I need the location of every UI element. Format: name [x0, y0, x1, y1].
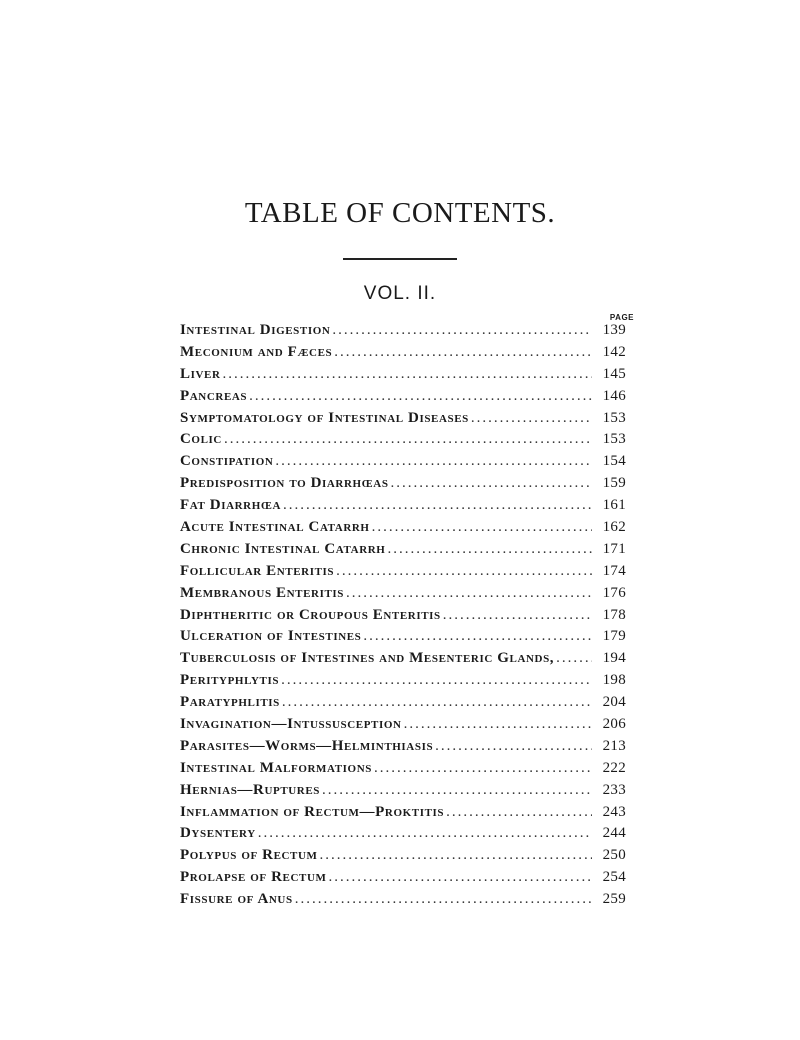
dot-leader [328, 869, 592, 886]
entry-page-number: 213 [602, 737, 626, 754]
contents-entry [180, 847, 626, 869]
dot-leader [322, 782, 592, 799]
entry-title: Prolapse of Rectum [180, 869, 327, 886]
entry-title: Intestinal Digestion [180, 322, 331, 338]
entry-title: Liver [180, 365, 221, 382]
contents-entry [180, 782, 626, 804]
dot-leader [275, 453, 592, 470]
entry-page-number: 154 [602, 453, 626, 470]
dot-leader [372, 519, 592, 536]
contents-entry [180, 760, 626, 782]
dot-leader [334, 344, 592, 361]
entry-page-number: 171 [602, 540, 626, 557]
contents-entry [180, 716, 626, 738]
entry-title: Parasites—Worms—Helminthiasis [180, 737, 434, 754]
entry-page-number: 174 [602, 562, 626, 579]
dot-leader [258, 825, 592, 842]
contents-entry [180, 410, 626, 432]
contents-entry [180, 541, 626, 563]
entry-title: Tuberculosis of Intestines and Mesenteric Glands, [180, 650, 555, 667]
entry-title: Paratyphlitis [180, 694, 280, 711]
entry-page-number: 146 [602, 387, 626, 404]
entry-title: Pancreas [180, 387, 248, 404]
dot-leader [446, 804, 592, 821]
entry-page-number: 176 [602, 584, 626, 601]
entry-page-number: 259 [602, 891, 626, 908]
contents-entry [180, 366, 626, 388]
entry-title: Ulceration of Intestines [180, 628, 362, 645]
entry-title: Constipation [180, 453, 274, 470]
contents-entry [180, 891, 626, 913]
dot-leader [295, 891, 592, 908]
dot-leader [281, 672, 592, 689]
contents-entry [180, 563, 626, 585]
contents-entry [180, 694, 626, 716]
dot-leader [249, 388, 592, 405]
entry-page-number: 162 [602, 519, 626, 536]
entry-title: Perityphlytis [180, 672, 280, 689]
contents-entry [180, 869, 626, 891]
entry-title: Follicular Enteritis [180, 562, 335, 579]
entry-title: Fat Diarrhœa [180, 497, 282, 514]
entry-page-number: 244 [602, 825, 626, 842]
contents-entry [180, 738, 626, 760]
entry-page-number: 204 [602, 694, 626, 711]
contents-entry [180, 497, 626, 519]
entry-page-number: 159 [602, 475, 626, 492]
dot-leader [404, 716, 592, 733]
entry-page-number: 161 [602, 497, 626, 514]
dot-leader [471, 410, 592, 427]
contents-entry [180, 344, 626, 366]
contents-entry [180, 431, 626, 453]
dot-leader [282, 694, 592, 711]
contents-entry [180, 322, 626, 344]
entry-title: Fissure of Anus [180, 891, 293, 908]
dot-leader [391, 475, 592, 492]
entry-title: Hernias—Ruptures [180, 781, 321, 798]
entry-page-number: 233 [602, 781, 626, 798]
contents-entry [180, 628, 626, 650]
dot-leader [223, 366, 592, 383]
dot-leader [283, 497, 592, 514]
entry-title: Predisposition to Diarrhœas [180, 475, 389, 492]
entry-title: Meconium and Fæces [180, 343, 333, 360]
entry-title: Colic [180, 431, 222, 448]
entry-page-number: 179 [602, 628, 626, 645]
entry-title: Membranous Enteritis [180, 584, 344, 601]
entry-page-number: 139 [602, 322, 626, 338]
contents-entry [180, 453, 626, 475]
dot-leader [387, 541, 592, 558]
contents-entry [180, 519, 626, 541]
dot-leader [224, 431, 592, 448]
dot-leader [374, 760, 592, 777]
entry-title: Symptomatology of Intestinal Diseases [180, 409, 469, 426]
entry-title: Invagination—Intussusception [180, 716, 402, 733]
dot-leader [346, 585, 592, 602]
contents-entry [180, 475, 626, 497]
dot-leader [443, 607, 592, 624]
contents-entry [180, 804, 626, 826]
dot-leader [435, 738, 592, 755]
entry-title: Polypus of Rectum [180, 847, 318, 864]
title-rule [343, 258, 457, 260]
entry-page-number: 222 [602, 759, 626, 776]
entry-title: Inflammation of Rectum—Proktitis [180, 803, 445, 820]
entry-page-number: 250 [602, 847, 626, 864]
contents-entry [180, 388, 626, 410]
contents-entry [180, 672, 626, 694]
volume-label: VOL. II. [363, 283, 437, 304]
entry-title: Dysentery [180, 825, 256, 842]
entry-title: Diphtheritic or Croupous Enteritis [180, 606, 441, 623]
contents-entry [180, 607, 626, 629]
dot-leader [556, 650, 592, 667]
entry-page-number: 206 [602, 716, 626, 733]
contents-entry [180, 650, 626, 672]
entry-page-number: 243 [602, 803, 626, 820]
dot-leader [363, 628, 592, 645]
dot-leader [332, 322, 592, 339]
contents-list [180, 322, 626, 913]
entry-page-number: 153 [602, 431, 626, 448]
contents-entry [180, 585, 626, 607]
entry-page-number: 145 [602, 365, 626, 382]
entry-page-number: 178 [602, 606, 626, 623]
entry-title: Chronic Intestinal Catarrh [180, 540, 386, 557]
entry-page-number: 153 [602, 409, 626, 426]
entry-page-number: 142 [602, 343, 626, 360]
entry-page-number: 194 [602, 650, 626, 667]
contents-entry [180, 825, 626, 847]
page-title: TABLE OF CONTENTS. [244, 197, 556, 229]
dot-leader [336, 563, 592, 580]
entry-page-number: 198 [602, 672, 626, 689]
entry-title: Acute Intestinal Catarrh [180, 519, 370, 536]
entry-page-number: 254 [602, 869, 626, 886]
entry-title: Intestinal Malformations [180, 759, 372, 776]
page-column-label: PAGE [609, 313, 634, 322]
dot-leader [320, 847, 592, 864]
